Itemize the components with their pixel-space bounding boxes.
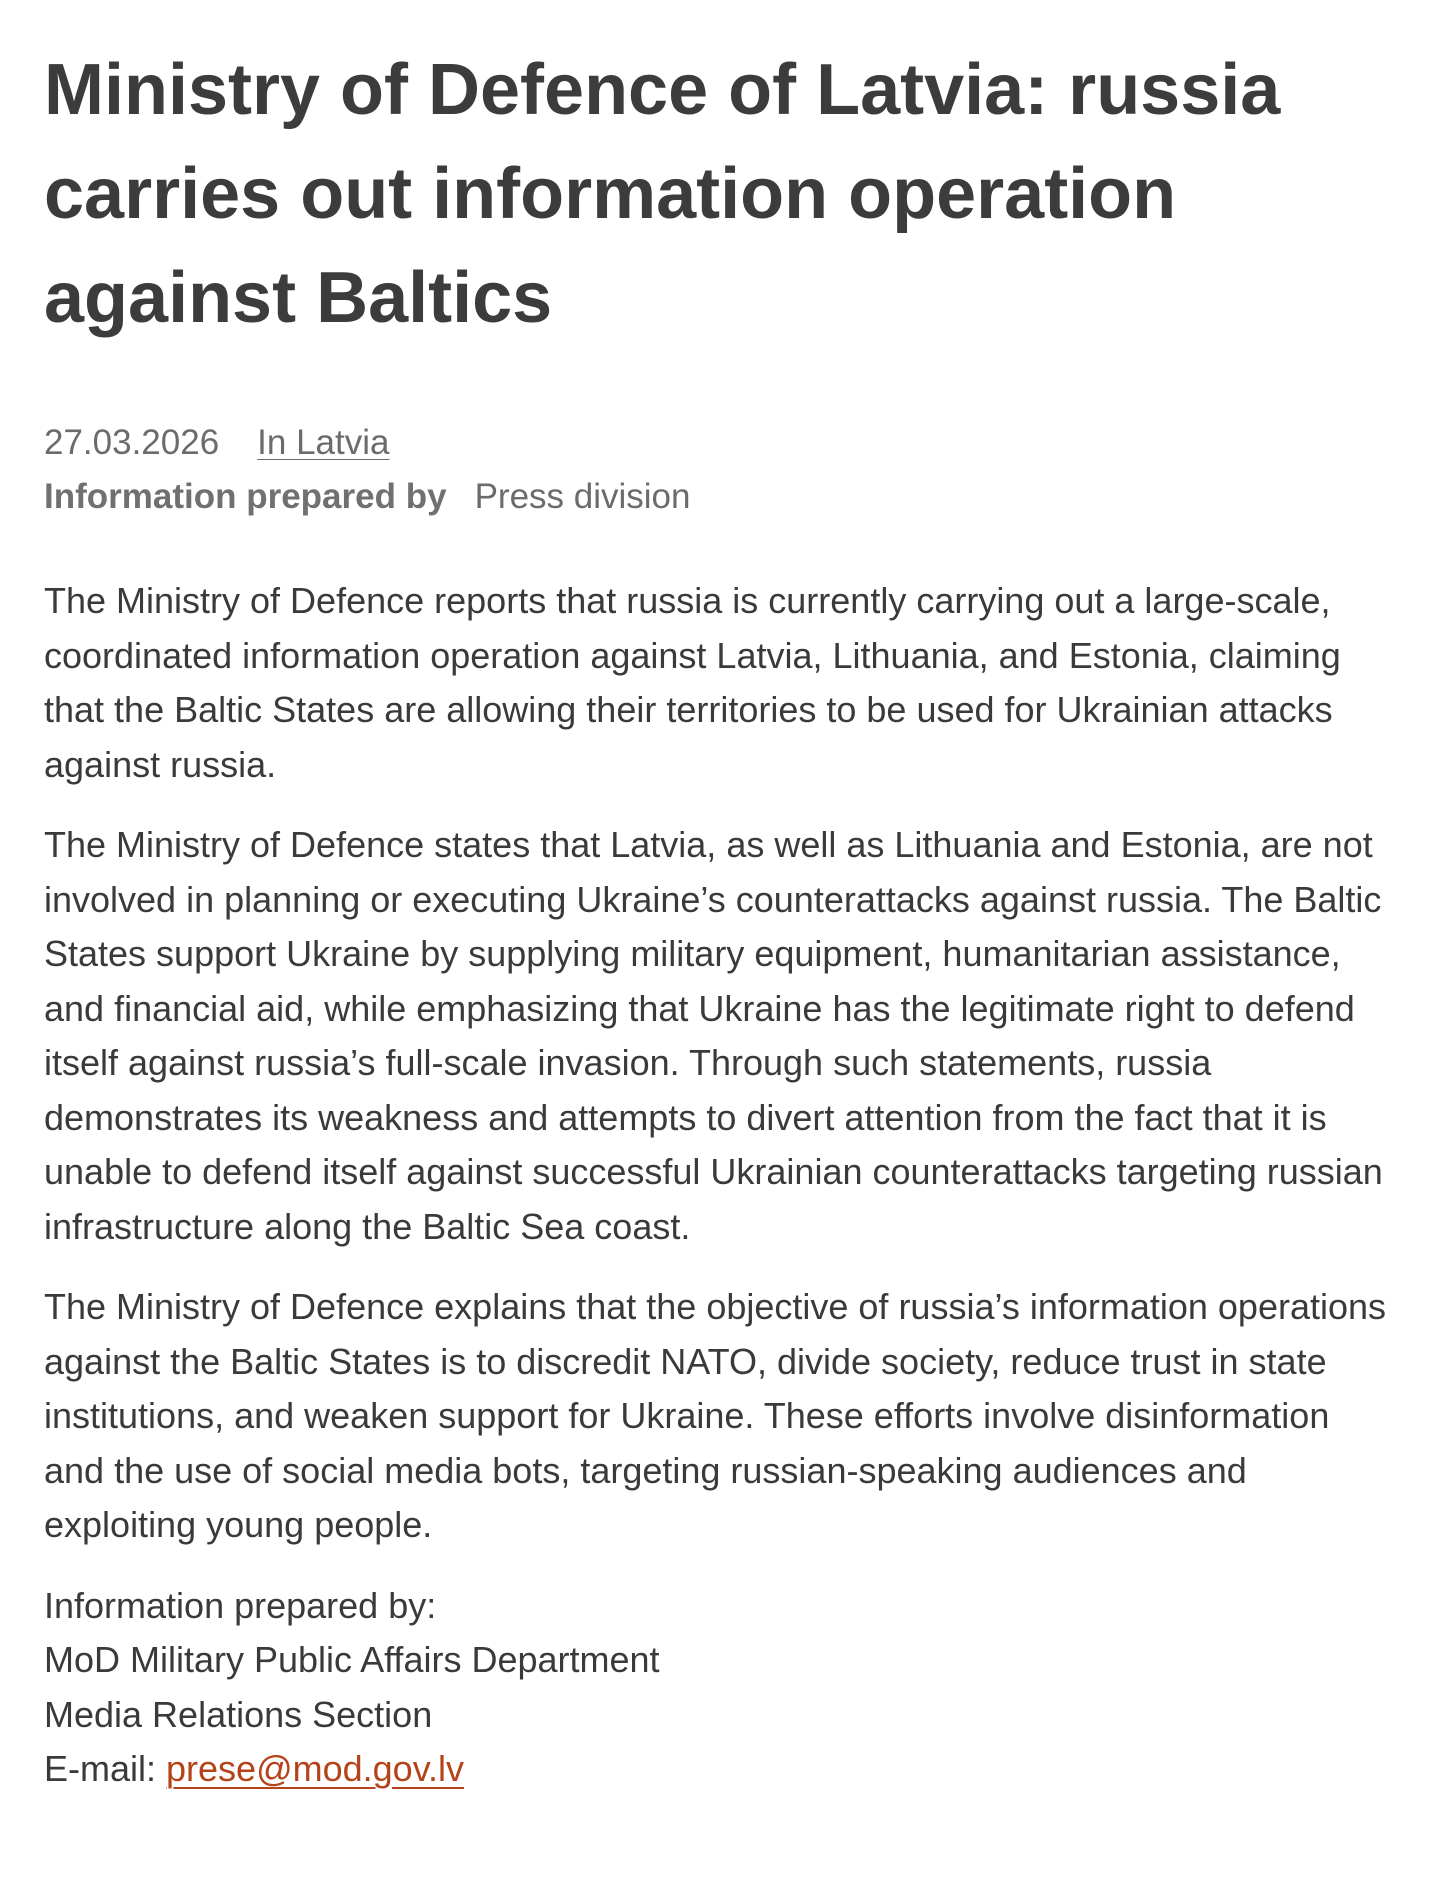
prepared-by-value: Press division <box>474 477 691 516</box>
contact-email-line <box>44 1742 1396 1797</box>
meta-date-row <box>44 416 1396 470</box>
contact-heading: Information prepared by: <box>44 1584 437 1626</box>
email-label: E-mail: <box>44 1748 167 1789</box>
article-paragraph: The Ministry of Defence reports that russia is currently carrying out a large-scale, coordinated information operation against Latvia, Lithuania, and Estonia, claiming that the Baltic States are allowing their territories to be used for Ukrainian attacks against russia. <box>44 580 1341 785</box>
article-paragraph: The Ministry of Defence explains that the objective of russia’s information operations against the Baltic States is to discredit NATO, divide society, reduce trust in state institutions, and weaken support for Ukraine. These efforts involve disinformation and the use of social media bots, targeting russian-speaking audiences and exploiting young people. <box>44 1286 1387 1545</box>
contact-block <box>44 1579 1396 1797</box>
publish-date: 27.03.2026 <box>44 423 220 462</box>
prepared-by-label: Information prepared by <box>44 477 447 516</box>
article-meta <box>44 416 1396 524</box>
article-title: Ministry of Defence of Latvia: russia carries out information operation against Baltics <box>44 50 1281 338</box>
article-body <box>44 574 1396 1797</box>
email-link[interactable]: prese@mod.gov.lv <box>166 1748 465 1789</box>
article-paragraph: The Ministry of Defence states that Latvia, as well as Lithuania and Estonia, are not involved in planning or executing Ukraine’s counterattacks against russia. The Baltic States support Ukraine by supplying military equipment, humanitarian assistance, and financial aid, while emphasizing that Ukraine has the legitimate right to defend itself against russia’s full-scale invasion. Through such statements, russia demonstrates its weakness and attempts to divert attention from the fact that it is unable to defend itself against successful Ukrainian counterattacks targeting russian infrastructure along the Baltic Sea coast. <box>44 824 1383 1247</box>
meta-author-row <box>44 470 1396 524</box>
category-link[interactable]: In Latvia <box>257 423 390 462</box>
contact-section: Media Relations Section <box>44 1693 433 1735</box>
contact-department: MoD Military Public Affairs Department <box>44 1639 660 1680</box>
